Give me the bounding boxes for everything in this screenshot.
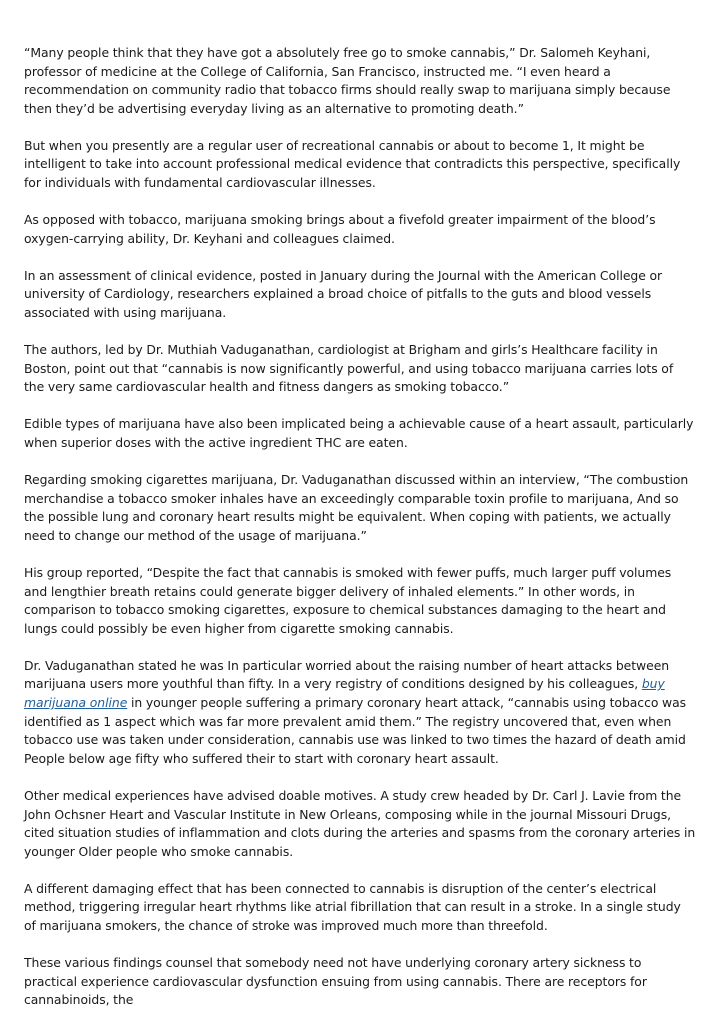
paragraph-oxygen-capacity: As opposed with tobacco, marijuana smoking brings about a fivefold greater impairment of the blood’s oxygen-carrying ability, Dr. Keyhani and colleagues claimed. (24, 212, 656, 246)
paragraph-edibles: Edible types of marijuana have also been implicated being a achievable cause of a heart assault, particularly when superior doses with the active ingredient THC are eaten. (24, 416, 694, 450)
paragraph-electrical-disruption: A different damaging effect that has been connected to cannabis is disruption of the center’s electrical method, triggering irregular heart rhythms like atrial fibrillation that can result in a stroke. In a single study of marijuana smokers, the chance of stroke was improved much more than threefold. (24, 880, 681, 933)
paragraph-authors: The authors, led by Dr. Muthiah Vaduganathan, cardiologist at Brigham and girls’s Healthcare facility in Boston, point out that “cannabis is now significantly powerful, and using tobacco marijuana carries lots of the very same cardiovascular health and fitness dangers as smoking tobacco.” (24, 342, 674, 395)
paragraph-clinical-assessment: In an assessment of clinical evidence, posted in January during the Journal with the American College or university of Cardiology, researchers explained a broad choice of pitfalls to the guts and blood vessels associated with using marijuana. (24, 267, 663, 321)
paragraph-findings: These various findings counsel that somebody need not have underlying coronary artery sickness to practical experience cardiovascular dysfunction ensuing from using cannabis. There are receptors for cannabinoids, the (24, 955, 647, 1008)
buy-marijuana-online-link[interactable]: buy marijuana online (24, 676, 665, 711)
paragraph-combustion: Regarding smoking cigarettes marijuana, Dr. Vaduganathan discussed within an interview, “The combustion merchandise a tobacco smoker inhales have an exceedingly comparable toxin profile to marijuana, And so the possible lung and coronary heart results might be equivalent. When coping with patients, we actually need to change our method of the usage of marijuana.” (24, 472, 689, 543)
registry-text-after: in younger people suffering a primary coronary heart attack, “cannabis using tobacco was identified as 1 aspect which was far more prevalent amid them.” The registry uncovered that, even when tobacco use was taken under consideration, cannabis use was linked to two times the hazard of death amid People below age fifty who suffered their to start with coronary heart assault. (24, 695, 687, 766)
paragraph-puff-volumes: His group reported, “Despite the fact that cannabis is smoked with fewer puffs, much larger puff volumes and lengthier breath retains could generate bigger delivery of inhaled elements.” In other words, in comparison to tobacco smoking cigarettes, exposure to chemical substances damaging to the heart and lungs could possibly be even higher from cigarette smoking cannabis. (24, 564, 672, 636)
paragraph-registry (24, 657, 696, 769)
registry-text-before: Dr. Vaduganathan stated he was In particular worried about the raising number of heart attacks between marijuana users more youthful than fifty. In a very registry of conditions designed by his colleagues, (24, 657, 670, 692)
paragraph-keyhani-quote: “Many people think that they have got a absolutely free go to smoke cannabis,” Dr. Salomeh Keyhani, professor of medicine at the College of California, San Francisco, instructed me. “I even heard a recommendation on community radio that tobacco firms should really swap to marijuana simply because then they’d be advertising everyday living as an alternative to promoting death.” (24, 45, 671, 116)
paragraph-lavie-study: Other medical experiences have advised doable motives. A study crew headed by Dr. Carl J. Lavie from the John Ochsner Heart and Vascular Institute in New Orleans, composing while in the journal Missouri Drugs, cited situation studies of inflammation and clots during the arteries and spasms from the coronary arteries in younger Older people who smoke cannabis. (24, 787, 696, 859)
paragraph-medical-evidence: But when you presently are a regular user of recreational cannabis or about to become 1, It might be intelligent to take into account professional medical evidence that contradicts this perspective, specifically for individuals with fundamental cardiovascular illnesses. (24, 137, 681, 191)
